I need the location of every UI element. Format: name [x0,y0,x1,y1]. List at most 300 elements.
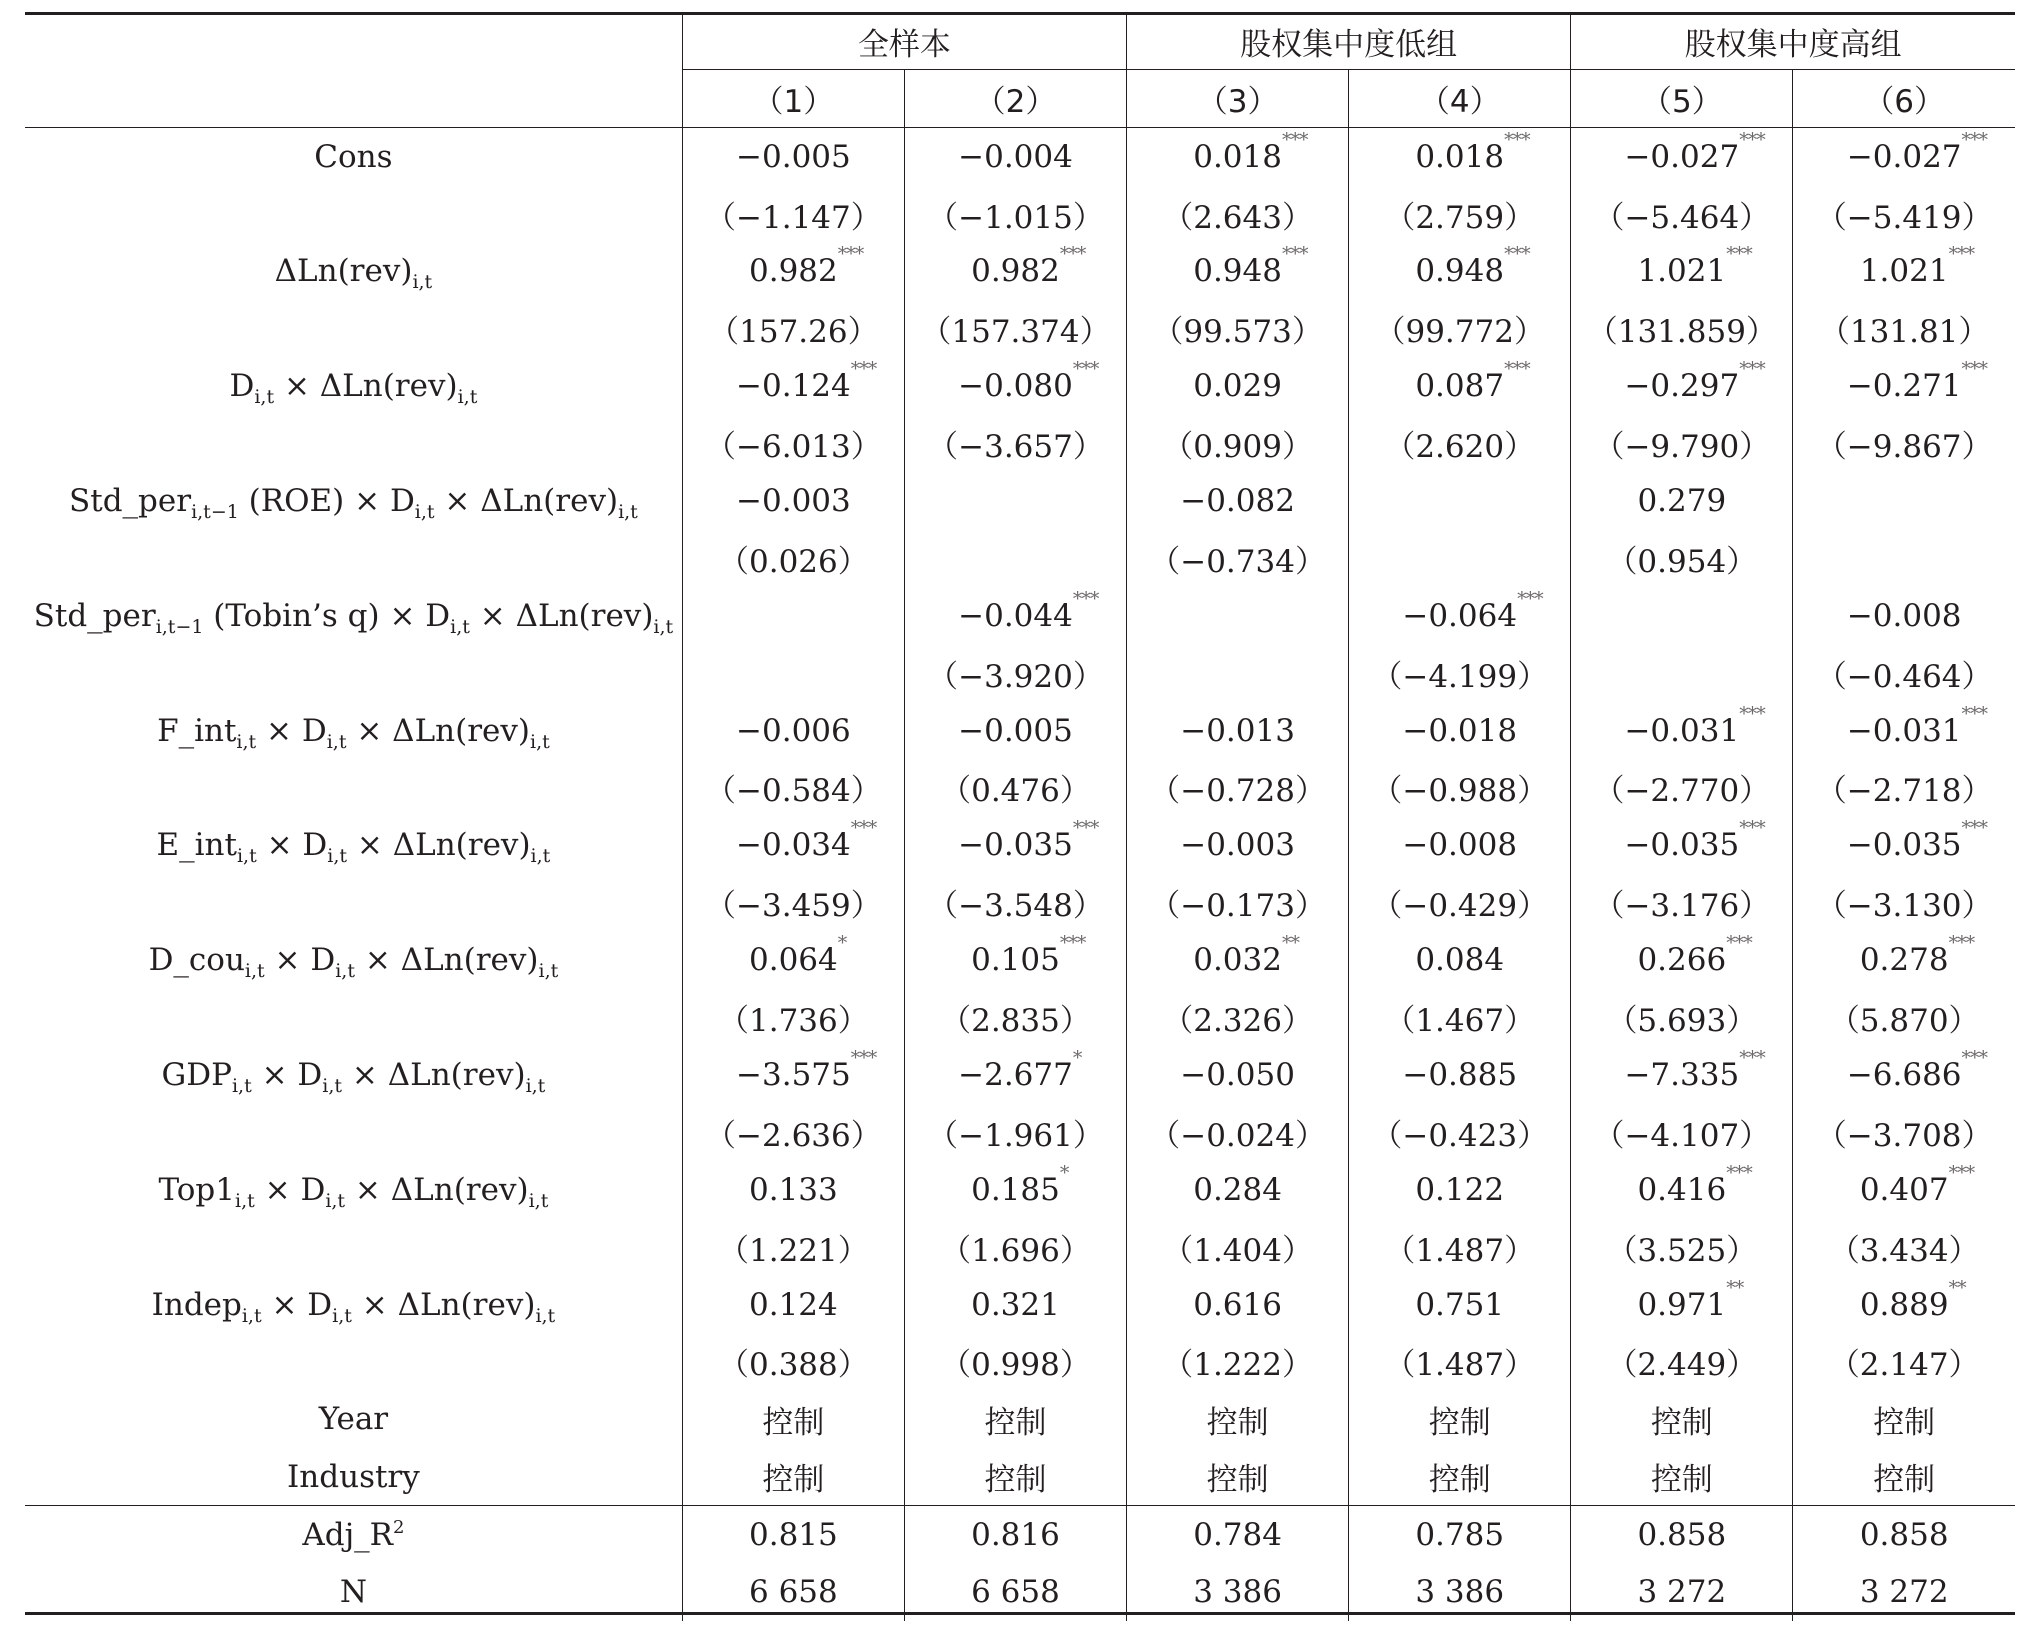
label-text: Std_per [33,597,156,634]
t-statistic-cell-text [927,1110,1104,1155]
row-label-blank [25,530,682,587]
label-subscript: i,t [254,386,275,409]
t-statistic-cell [1571,1333,1793,1390]
statistic-cell-text [971,1574,1060,1610]
label-subscript: i,t [326,730,347,753]
row-label-blank [25,1104,682,1161]
row-label [25,1276,682,1333]
coefficient-cell-text [1846,702,1988,749]
label-subscript: i,t [525,1074,546,1097]
t-statistic-cell-text [927,421,1104,466]
control-cell-text [984,1454,1046,1499]
coefficient-cell-value: −0.006 [736,712,851,749]
coefficient-cell-text [1180,1057,1295,1093]
significance-stars: *** [1504,358,1530,381]
coefficient-cell [682,243,904,300]
statistic-cell-value: 3 386 [1415,1574,1505,1611]
t-statistic-cell-value: （−3.920） [927,658,1104,695]
row-label [25,1506,682,1564]
t-statistic-cell [1127,185,1349,242]
t-statistic-cell [1349,1333,1571,1390]
statistic-cell-value: 0.784 [1193,1517,1282,1554]
control-cell [1127,1391,1349,1448]
coefficient-cell [904,358,1126,415]
coefficient-cell-text [749,1172,838,1208]
significance-stars: ** [1726,1276,1744,1299]
coefficient-cell-text [1415,1287,1504,1323]
coefficient-cell-text [1180,713,1295,749]
coefficient-cell [904,1046,1126,1103]
coefficient-cell [1793,1161,2015,1218]
coefficient-cell [1571,1046,1793,1103]
t-statistic-cell [904,1218,1126,1275]
coefficient-cell [1349,1276,1571,1333]
coefficient-cell-text [1846,128,1988,175]
significance-stars: *** [1517,587,1543,610]
t-statistic-cell-text [705,192,882,237]
t-statistic-cell-text [1374,306,1544,351]
label-subscript: i,t [450,615,470,638]
label-text: × ΔLn(rev) [469,597,654,634]
coefficient-row [25,128,2015,186]
statistic-cell [1793,1506,2015,1564]
significance-stars: *** [1726,243,1752,266]
significance-stars: ** [1281,932,1299,955]
coefficient-cell [904,817,1126,874]
coefficient-cell-text [958,713,1073,749]
t-statistic-cell-value: （1.221） [718,1232,869,1269]
label-subscript: i,t [322,1074,343,1097]
coefficient-cell-text [958,1046,1082,1093]
t-statistic-cell [904,645,1126,702]
t-statistic-cell-text [1149,880,1326,925]
coefficient-cell-value: 0.948 [1193,253,1282,290]
header-blank-cell [25,70,682,128]
t-statistic-cell-value: （5.693） [1606,1003,1758,1040]
t-statistic-cell-text [1606,1339,1757,1384]
control-cell-value: 控制 [984,1404,1047,1441]
significance-stars: *** [1948,1161,1975,1184]
t-statistic-cell [682,759,904,816]
label-subscript: i,t−1 [155,615,204,638]
coefficient-cell [1571,243,1793,300]
significance-stars: * [1059,1161,1069,1184]
t-statistic-cell [1793,415,2015,472]
statistic-cell-text [971,1517,1060,1553]
coefficient-cell-text [958,139,1073,175]
t-statistic-cell-value: （−0.734） [1149,543,1326,580]
significance-stars: *** [1739,702,1765,725]
t-statistic-cell [1571,185,1793,242]
statistic-cell [1349,1506,1571,1564]
coefficient-cell [904,1161,1126,1218]
t-statistic-cell [1793,645,2015,702]
t-statistic-cell-value: （−0.024） [1149,1117,1326,1154]
significance-stars: * [1072,1046,1082,1069]
t-statistic-row [25,300,2015,357]
significance-stars: ** [1948,1276,1966,1299]
t-statistic-cell-text [1149,765,1326,810]
t-statistic-cell [1793,1333,2015,1390]
coefficient-cell-value: 0.751 [1415,1286,1505,1323]
coefficient-cell-value: 0.122 [1415,1171,1505,1208]
significance-stars: *** [1739,817,1765,840]
t-statistic-cell [1349,300,1571,357]
t-statistic-cell [1349,759,1571,816]
coefficient-row [25,243,2015,300]
statistic-cell-text [1860,1574,1949,1610]
coefficient-cell [682,702,904,759]
coefficient-cell [1571,1276,1793,1333]
row-label-blank [25,300,682,357]
coefficient-cell-value: 0.087 [1415,368,1505,405]
t-statistic-cell-text [1371,880,1548,925]
coefficient-cell [1127,1046,1349,1103]
t-statistic-cell [1793,1218,2015,1275]
coefficient-cell [1571,702,1793,759]
t-statistic-cell [682,300,904,357]
statistic-cell-text [1415,1574,1504,1610]
label-text: Top1 [158,1171,235,1208]
label-subscript: i,t [241,1304,262,1327]
coefficient-cell-text [958,587,1099,634]
label-text: Indep [151,1286,242,1323]
control-cell-value: 控制 [1428,1404,1491,1441]
coefficient-cell [682,472,904,529]
coefficient-cell-value: −0.018 [1402,712,1518,749]
coefficient-cell [904,1276,1126,1333]
significance-stars: *** [1726,932,1752,955]
coefficient-cell-value: −0.027 [1846,138,1962,175]
t-statistic-cell-text [1829,1339,1980,1384]
coefficient-cell-value: −0.885 [1402,1056,1518,1093]
label-text: (Tobin’s q) × D [203,597,451,634]
coefficient-cell-value: 0.407 [1859,1171,1949,1208]
t-statistic-cell [1793,874,2015,931]
row-label [25,587,682,644]
coefficient-cell [1349,243,1571,300]
t-statistic-cell-value: （2.147） [1828,1347,1980,1384]
t-statistic-cell-value: （−0.728） [1149,773,1326,810]
t-statistic-cell-text [1162,995,1313,1040]
statistic-cell-text [1415,1517,1504,1553]
significance-stars: *** [1726,1161,1752,1184]
label-subscript: i,t [530,730,550,753]
coefficient-cell-value: 0.018 [1193,138,1282,175]
t-statistic-cell-text [1829,995,1980,1040]
row-label [25,931,682,988]
significance-stars: *** [1072,587,1099,610]
control-cell [1571,1448,1793,1506]
coefficient-cell [1793,128,2015,186]
t-statistic-cell-value: （−2.770） [1593,773,1771,810]
group-header-full-sample: 全样本 [682,14,1126,70]
t-statistic-cell [1793,185,2015,242]
coefficient-cell-text [736,817,877,864]
label-text: × D [254,1171,326,1208]
coefficient-cell-value: −0.005 [958,712,1073,749]
column-number: （1） [682,70,904,128]
column-number: （2） [904,70,1126,128]
t-statistic-cell [1127,1104,1349,1161]
coefficient-row [25,702,2015,759]
group-header-low-concentration: 股权集中度低组 [1127,14,1571,70]
t-statistic-cell-text [1162,192,1313,237]
coefficient-cell-text [1193,1172,1282,1208]
t-statistic-cell-value: （−5.464） [1593,199,1771,236]
t-statistic-cell [1571,645,1793,702]
t-statistic-row [25,759,2015,816]
row-label-blank [25,1218,682,1275]
coefficient-cell-text [1624,128,1765,175]
coefficient-cell-text [1402,587,1543,634]
coefficient-cell-text [958,817,1099,864]
coefficient-cell [1793,817,2015,874]
label-subscript: i,t [236,730,257,753]
control-cell-value: 控制 [1650,1462,1713,1499]
coefficient-cell-value: 1.021 [1859,253,1949,290]
t-statistic-cell-text [1606,536,1757,581]
significance-stars: *** [1504,128,1530,151]
t-statistic-cell [1349,185,1571,242]
coefficient-cell-value: 0.948 [1415,253,1505,290]
coefficient-row [25,358,2015,415]
label-text: × ΔLn(rev) [345,1171,529,1208]
row-label-blank [25,415,682,472]
label-text: Adj_R [302,1517,394,1554]
t-statistic-cell [682,1218,904,1275]
t-statistic-cell-value: （0.476） [940,773,1091,810]
coefficient-cell-value: 0.284 [1193,1171,1282,1208]
t-statistic-cell [682,874,904,931]
coefficient-row [25,587,2015,644]
coefficient-cell-value: −0.031 [1846,712,1962,749]
t-statistic-cell-value: （5.870） [1828,1003,1980,1040]
t-statistic-cell [1349,1104,1571,1161]
coefficient-cell-text [1637,483,1726,519]
row-label [25,128,682,186]
label-subscript: i,t [414,501,435,524]
label-subscript: i,t [412,271,433,294]
t-statistic-cell-value: （2.326） [1162,1003,1313,1040]
coefficient-cell [1349,358,1571,415]
coefficient-cell-value: 0.279 [1637,483,1727,520]
control-cell-text [1873,1454,1935,1499]
control-cell-text [1429,1454,1491,1499]
t-statistic-cell-value: （2.835） [940,1003,1091,1040]
coefficient-cell [1571,358,1793,415]
t-statistic-cell [904,874,1126,931]
coefficient-cell [1571,128,1793,186]
coefficient-cell [1349,817,1571,874]
t-statistic-cell [682,1104,904,1161]
t-statistic-cell-value: （2.449） [1606,1347,1758,1384]
t-statistic-cell [1793,759,2015,816]
row-label [25,1161,682,1218]
significance-stars: *** [1072,358,1099,381]
coefficient-cell-text [1624,702,1765,749]
significance-stars: *** [1281,243,1308,266]
coefficient-cell-text [749,1287,838,1323]
t-statistic-row [25,1333,2015,1390]
column-number-row [25,70,2015,128]
t-statistic-cell-text [1384,192,1535,237]
label-text: × ΔLn(rev) [346,712,530,749]
coefficient-cell [682,1161,904,1218]
t-statistic-cell-text [940,1225,1091,1270]
t-statistic-cell [1127,645,1349,702]
control-cell-value: 控制 [1428,1462,1491,1499]
control-cell-value: 控制 [762,1404,825,1441]
t-statistic-cell-text [1816,192,1993,237]
label-text: × ΔLn(rev) [355,942,539,979]
t-statistic-cell-text [718,536,869,581]
t-statistic-cell-value: （1.222） [1162,1347,1313,1384]
row-label [25,472,682,529]
t-statistic-cell-value: （99.772） [1374,314,1545,351]
statistic-cell-value: 3 386 [1193,1574,1282,1611]
label-text: N [339,1574,367,1611]
coefficient-cell-value: −0.044 [958,597,1073,634]
t-statistic-row [25,989,2015,1046]
t-statistic-cell [1793,530,2015,587]
coefficient-row [25,1046,2015,1103]
coefficient-cell-value: −0.031 [1624,712,1740,749]
t-statistic-cell-text [705,1110,882,1155]
t-statistic-cell-value: （2.620） [1384,429,1536,466]
statistic-row [25,1506,2015,1564]
coefficient-cell [1793,587,2015,644]
label-text: ΔLn(rev) [274,253,413,290]
t-statistic-cell-value: （−3.657） [927,429,1104,466]
coefficient-cell [1127,817,1349,874]
label-superscript: 2 [393,1517,405,1539]
significance-stars: *** [1504,243,1530,266]
label-subscript: i,t [618,501,638,524]
coefficient-cell-value: −0.013 [1180,712,1295,749]
significance-stars: *** [1739,358,1765,381]
coefficient-cell-value: 0.889 [1859,1286,1949,1323]
t-statistic-cell [1793,300,2015,357]
statistic-cell-value: 0.815 [749,1517,838,1554]
control-cell [904,1448,1126,1506]
t-statistic-row [25,1218,2015,1275]
significance-stars: *** [1739,1046,1765,1069]
coefficient-cell-text [1637,243,1752,290]
label-subscript: i,t [653,615,674,638]
coefficient-cell [1571,817,1793,874]
t-statistic-cell-value: （−3.459） [705,888,882,925]
row-label [25,243,682,300]
t-statistic-cell [904,989,1126,1046]
coefficient-cell [1571,472,1793,529]
control-cell-value: 控制 [1873,1404,1936,1441]
significance-stars: *** [850,358,877,381]
coefficient-cell [1127,1161,1349,1218]
control-cell [1793,1391,2015,1448]
row-label [25,358,682,415]
label-text: × ΔLn(rev) [351,1286,536,1323]
coefficient-cell [904,472,1126,529]
coefficient-cell [1571,931,1793,988]
t-statistic-cell-text [1149,1110,1326,1155]
label-text: E_int [156,827,237,864]
significance-stars: *** [1961,128,1988,151]
t-statistic-cell [1349,989,1571,1046]
t-statistic-cell [1571,530,1793,587]
label-subscript: i,t [335,960,355,983]
t-statistic-cell [1793,989,2015,1046]
t-statistic-cell-text [1816,765,1993,810]
t-statistic-cell-text [1829,1225,1980,1270]
coefficient-cell [1793,1276,2015,1333]
control-cell-text [984,1397,1046,1442]
t-statistic-cell-text [1606,995,1757,1040]
significance-stars: *** [1059,243,1086,266]
t-statistic-cell-text [1384,1339,1535,1384]
label-text: GDP [161,1056,232,1093]
coefficient-cell-value: 0.278 [1859,942,1949,979]
coefficient-cell [1571,587,1793,644]
t-statistic-cell [1127,300,1349,357]
coefficient-cell-text [736,139,851,175]
t-statistic-cell [904,185,1126,242]
t-statistic-cell [1571,1218,1793,1275]
statistic-cell-value: 0.858 [1637,1517,1727,1554]
t-statistic-row [25,530,2015,587]
label-text: D [229,368,255,405]
t-statistic-cell-value: （−4.199） [1371,658,1549,695]
t-statistic-cell-text [1162,1225,1313,1270]
t-statistic-cell-value: （−9.790） [1593,429,1771,466]
t-statistic-cell-value: （−0.173） [1149,888,1326,925]
coefficient-cell-text [1180,483,1295,519]
coefficient-cell [904,587,1126,644]
t-statistic-cell-value: （1.487） [1384,1347,1536,1384]
t-statistic-cell-value: （3.434） [1828,1232,1980,1269]
row-label-blank [25,874,682,931]
label-subscript: i,t [244,960,265,983]
coefficient-cell-value: 0.133 [749,1171,838,1208]
label-subscript: i,t [236,845,257,868]
coefficient-cell [682,358,904,415]
t-statistic-cell-text [708,306,878,351]
t-statistic-cell-text [1371,651,1548,696]
t-statistic-cell [904,1333,1126,1390]
control-cell [682,1391,904,1448]
t-statistic-cell-text [718,995,869,1040]
control-cell-text [762,1397,824,1442]
significance-stars: *** [1961,702,1988,725]
label-subscript: i,t [235,1189,255,1212]
control-cell-text [1429,1397,1491,1442]
coefficient-cell-value: 0.124 [749,1286,838,1323]
coefficient-cell [1349,931,1571,988]
t-statistic-cell-value: （−2.636） [705,1117,882,1154]
coefficient-row [25,1161,2015,1218]
statistic-cell-value: 3 272 [1637,1574,1727,1611]
significance-stars: *** [1948,932,1975,955]
statistic-cell [682,1506,904,1564]
t-statistic-row [25,874,2015,931]
t-statistic-cell-text [1152,306,1322,351]
control-cell-value: 控制 [762,1462,825,1499]
t-statistic-cell-text [705,880,882,925]
control-cell-text [762,1454,824,1499]
t-statistic-cell-value: （0.026） [718,543,869,580]
label-text: × D [256,712,327,749]
coefficient-cell-text [971,1161,1069,1208]
